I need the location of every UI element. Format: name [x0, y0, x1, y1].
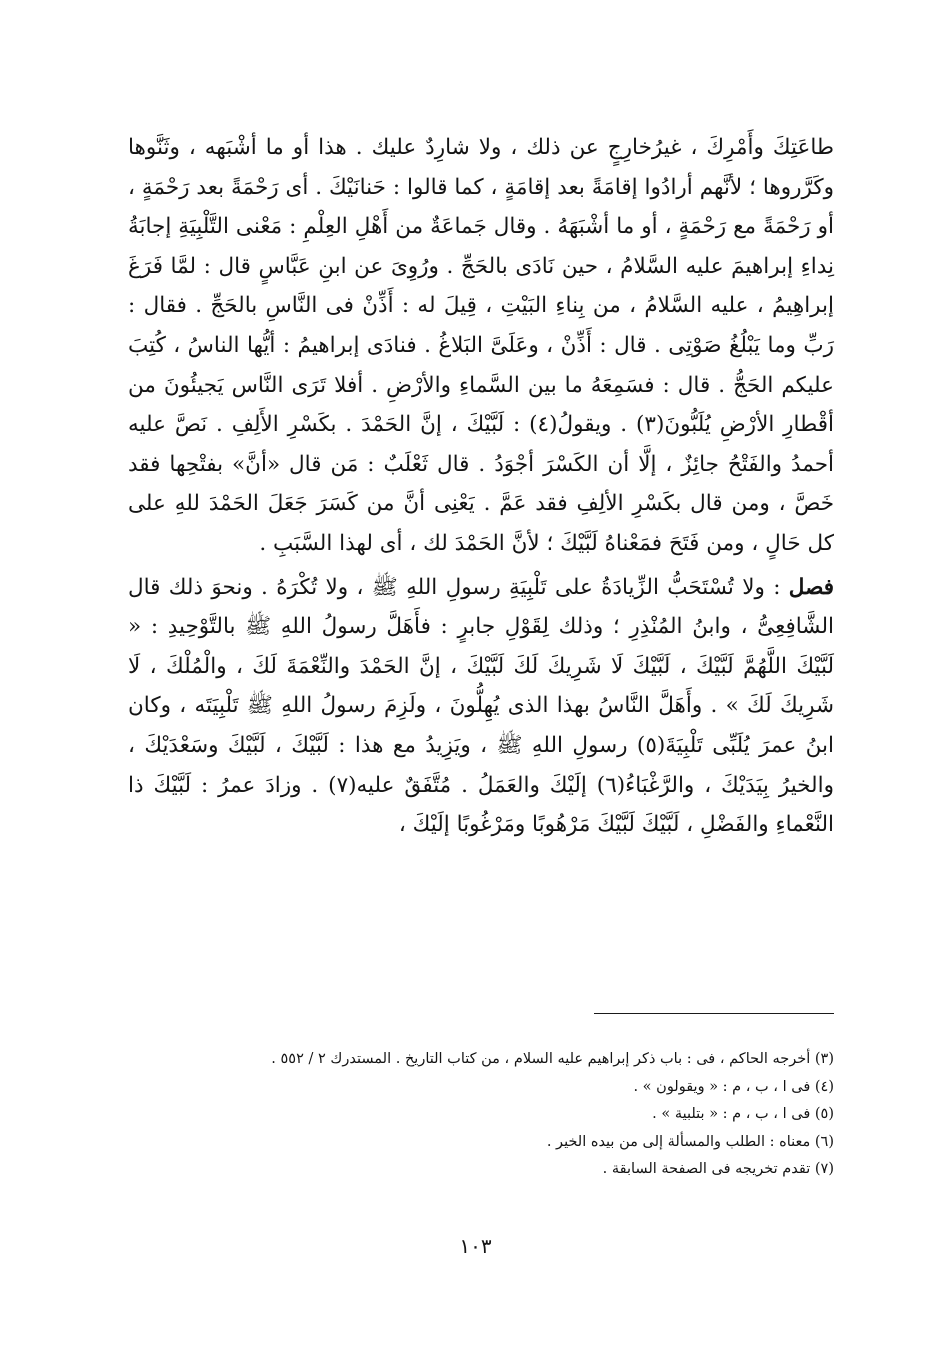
paragraph-2	[128, 568, 834, 845]
footnote-3: (٣) أخرجه الحاكم ، فى : باب ذكر إبراهيم عليه السلام ، من كتاب التاريخ . المستدرك ٢ / ٥٥٢ .	[271, 1051, 834, 1067]
footnote-4: (٤) فى ا ، ب ، م : « ويقولون » .	[633, 1078, 834, 1095]
footnote-7: (٧) تقدم تخريجه فى الصفحة السابقة .	[602, 1161, 834, 1177]
paragraph-1: طاعَتِكَ وأَمْرِكَ ، غيرُخارِجٍ عن ذلك ، ولا شارِدٌ عليك . هذا أو ما أشْبَهه ، وثَنَّوها وكَرَّروها ؛ لأنَّهم أرادُوا إقامَةً بعد إقامَةٍ ، كما قالوا : حَنانَيْكَ . أى رَحْمَةً بعد رَحْمَةٍ ، أو رَحْمَةً مع رَحْمَةٍ ، أو ما أشْبَهَهُ . وقال جَماعَةٌ من أَهْلِ العِلْمِ : مَعْنى التَّلْبِيَةِ إجابَةُ نِداءِ إبراهيمَ عليه السَّلامُ ، حين نَادَى بالحَجِّ . ورُوِىَ عن ابنِ عَبَّاسٍ قال : لمَّا فَرَغَ إبراهِيمُ ، عليه السَّلامُ ، من بِناءِ البَيْتِ ، قِيلَ له : أَذِّنْ فى النَّاسِ بالحَجِّ . فقال : رَبِّ وما يَبْلُغُ صَوْتِى . قال : أَذِّنْ ، وعَلَىَّ البَلاغُ . فنادَى إبراهيمُ : أيُّها الناسُ ، كُتِبَ عليكم الحَجُّ . قال : فسَمِعَهُ ما بين السَّماءِ والأرْضِ . أفلا تَرَى النَّاس يَجيئُونَ من أقْطارِ الأرْضِ يُلَبُّونَ(٣) . ويقولُ(٤) : لَبَّيْكَ ، إنَّ الحَمْدَ . بكَسْرِ الأَلِفِ . نَصَّ عليه أحمدُ والفَتْحُ جائِزٌ ، إلَّا أن الكَسْرَ أجْوَدُ . قال ثَعْلَبٌ : مَن قال «أنَّ» بفتْحِها فقد خَصَّ ، ومن قال بكَسْرِ الألِفِ فقد عَمَّ . يَعْنِى أنَّ من كَسَرَ جَعَلَ الحَمْدَ للهِ على كل حَالٍ ، ومن فَتَحَ فمَعْناهُ لَبَّيْكَ ؛ لأنَّ الحَمْدَ لك ، أى لهذا السَّبَبِ .	[128, 135, 834, 556]
page-number: ١٠٣	[459, 1234, 492, 1258]
paragraph-2-text: : ولا تُسْتَحَبُّ الزِّيادَةُ على تَلْبِيَةِ رسولِ اللهِ ﷺ ، ولا تُكْرَهُ . ونحوَ ذلك قال الشَّافِعِىُّ ، وابنُ المُنْذِرِ ؛ وذلك لِقَوْلِ جابرٍ : فأَهَلَّ رسولُ اللهِ ﷺ بالتَّوْحِيدِ : « لَبَّيْكَ اللَّهُمَّ لَبَّيْكَ ، لَبَّيْكَ لَا شَرِيكَ لَكَ لَبَّيْكَ ، إنَّ الحَمْدَ والنِّعْمَةَ لَكَ ، والْمُلْكَ ، لَا شَرِيكَ لَكَ » . وأَهَلَّ النَّاسُ بهذا الذى يُهِلُّونَ ، ولَزِمَ رسولُ اللهِ ﷺ تَلْبِيَتَه ، وكان ابنُ عمرَ يُلَبِّى تَلْبِيَةَ(٥) رسولِ اللهِ ﷺ ، ويَزِيدُ مع هذا : لَبَّيْكَ ، لَبَّيْكَ وسَعْدَيْكَ ، والخيرُ بِيَدَيْكَ ، والرَّغْبَاءُ(٦) إلَيْكَ والعَمَلُ . مُتَّفَقٌ عليه(٧) . وزادَ عمرُ : لَبَّيْكَ ذا النَّعْماءِ والفَضْلِ ، لَبَّيْكَ لَبَّيْكَ مَرْهُوبًا ومَرْغُوبًا إلَيْكَ ،	[128, 574, 834, 838]
section-heading-fasl: فصل	[788, 574, 834, 600]
main-text	[128, 128, 834, 845]
footnote-divider	[594, 1013, 834, 1014]
footnote-6: (٦) معناه : الطلب والمسألة إلى من بيده الخير .	[546, 1133, 834, 1150]
footnote-5: (٥) فى ا ، ب ، م : « بتلبية » .	[652, 1106, 834, 1122]
footnotes	[128, 1046, 834, 1184]
